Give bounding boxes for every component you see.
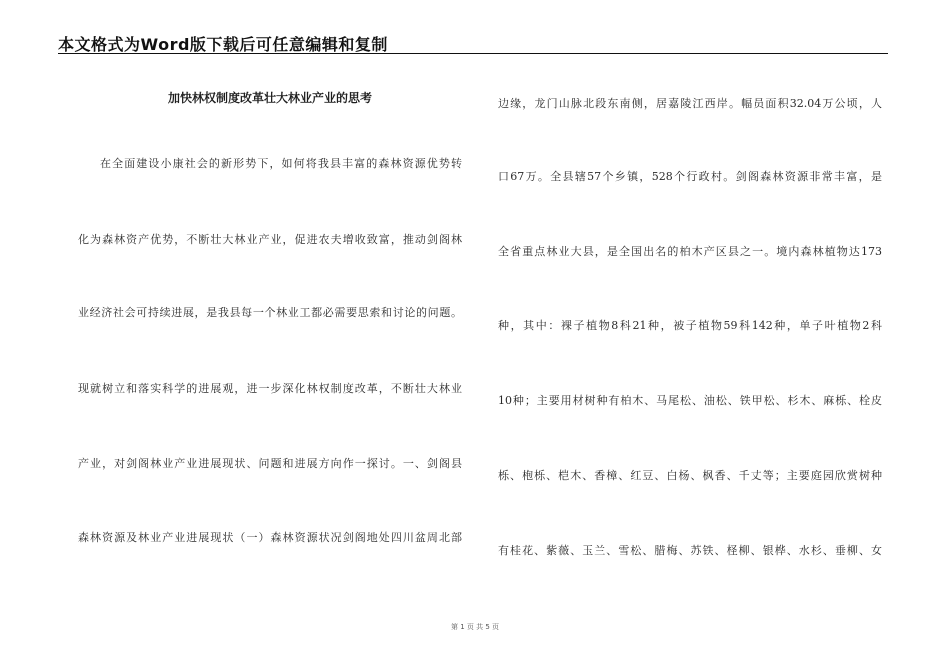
paragraph-line: 业经济社会可持续进展，是我县每一个林业工都必需要思索和讨论的问题。 <box>78 306 462 319</box>
paragraph-line: 在全面建设小康社会的新形势下，如何将我县丰富的森林资源优势转 <box>100 157 462 170</box>
header-rule <box>58 53 888 54</box>
paragraph-line: 化为森林资产优势，不断壮大林业产业，促进农夫增收致富，推动剑阁林 <box>78 233 462 246</box>
paragraph-line: 产业，对剑阁林业产业进展现状、问题和进展方向作一探讨。一、剑阁县 <box>78 457 462 470</box>
paragraph-line: 种，其中：裸子植物8科21种，被子植物59科142种，单子叶植物2科 <box>498 319 882 332</box>
paragraph-line: 10种；主要用材树种有柏木、马尾松、油松、铁甲松、杉木、麻栎、栓皮 <box>498 394 882 407</box>
document-banner: 本文格式为Word版下载后可任意编辑和复制 <box>58 35 388 54</box>
article-title: 加快林权制度改革壮大林业产业的思考 <box>167 91 372 105</box>
paragraph-line: 边缘，龙门山脉北段东南侧，居嘉陵江西岸。幅员面积32.04万公顷，人 <box>498 97 882 110</box>
paragraph-line: 栎、枹栎、桤木、香樟、红豆、白杨、枫香、千丈等；主要庭园欣赏树种 <box>498 469 882 482</box>
paragraph-line: 有桂花、紫薇、玉兰、雪松、腊梅、苏铁、柽柳、银桦、水杉、垂柳、女 <box>498 544 882 557</box>
paragraph-line: 现就树立和落实科学的进展观，进一步深化林权制度改革，不断壮大林业 <box>78 382 462 395</box>
paragraph-line: 全省重点林业大县，是全国出名的柏木产区县之一。境内森林植物达173 <box>498 245 882 258</box>
paragraph-line: 森林资源及林业产业进展现状（一）森林资源状况剑阁地处四川盆周北部 <box>78 531 462 544</box>
page-number: 第 1 页 共 5 页 <box>450 623 500 631</box>
paragraph-line: 口67万。全县辖57个乡镇，528个行政村。剑阁森林资源非常丰富，是 <box>498 170 882 183</box>
